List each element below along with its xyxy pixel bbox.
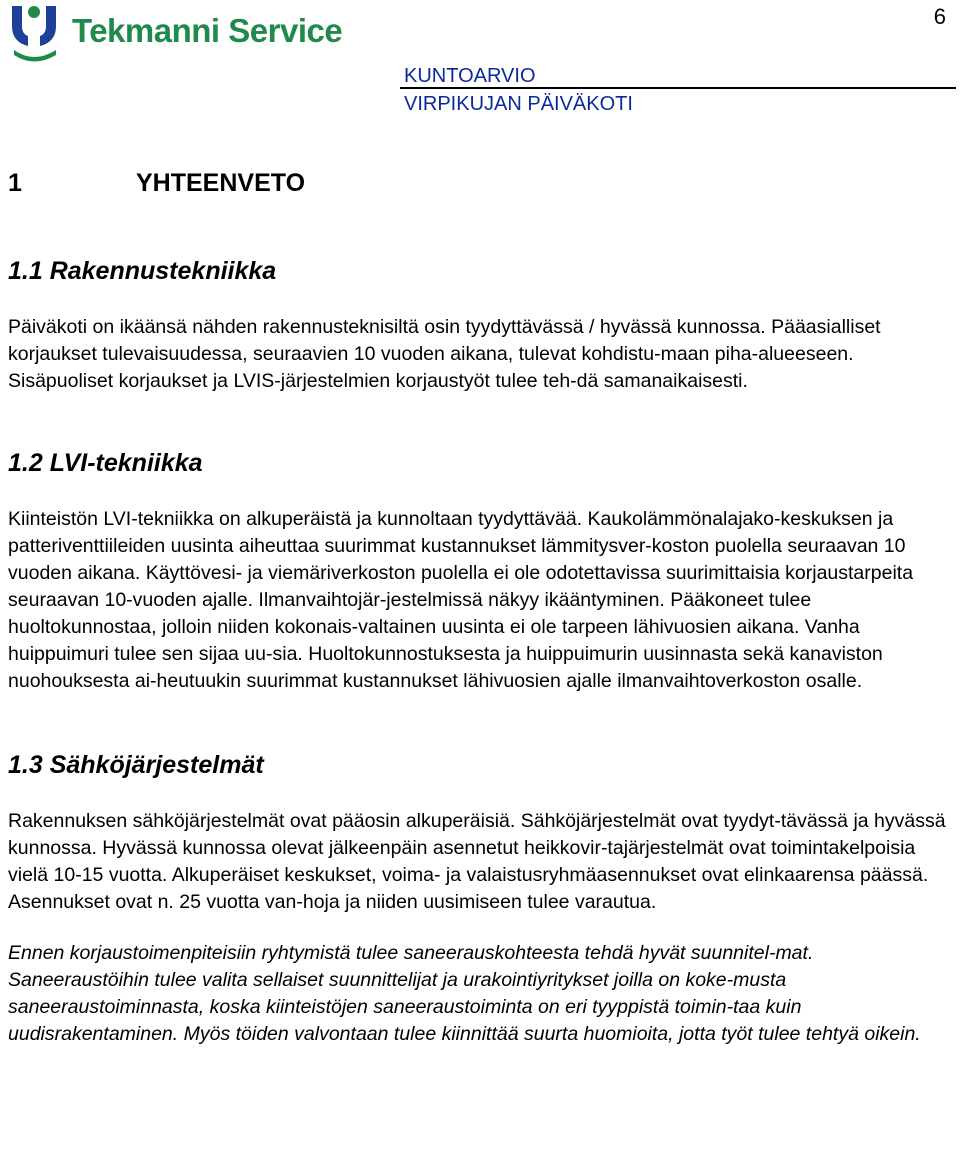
paragraph-sahkojarjestelmat: Rakennuksen sähköjärjestelmät ovat pääosin alkuperäisiä. Sähköjärjestelmät ovat tyydyt-tävässä ja hyvässä kunnossa. Hyvässä kunnossa olevat jälkeenpäin asennetut heikkovir-tajärjestelmät ovat toimintakelpoisia vielä 10-15 vuotta. Alkuperäiset keskukset, voima- ja valaistusryhmäasennukset ovat elinkaarensa päässä. Asennukset ovat n. 25 vuotta van-hoja ja niiden uusimiseen tulee varautua.: [8, 810, 946, 913]
subsection-heading-sahkojarjestelmat: 1.3 Sähköjärjestelmät: [8, 751, 264, 779]
section-title: YHTEENVETO: [136, 169, 306, 197]
paragraph-lvi-tekniikka: Kiinteistön LVI-tekniikka on alkuperäistä ja kunnoltaan tyydyttävää. Kaukolämmönalajako-keskuksen ja patteriventtiileiden uusinta aiheuttaa suurimmat kustannukset lämmitysver-koston puolella seuraavan 10 vuoden aikana. Käyttövesi- ja viemäriverkoston puolella ei ole odotettavissa suurimittaisia korjaustarpeita seuraavan 10-vuoden ajalle. Ilmanvaihtojär-jestelmissä näkyy ikääntyminen. Pääkoneet tulee huoltokunnostaa, jolloin niiden kokonais-valtainen uusinta ei ole tarpeen lähivuosien aikana. Vanha huippuimuri tulee sen sijaa uu-sia. Huoltokunnostuksesta ja huippuimurin uusinnasta sekä kanaviston nuohouksesta ai-heutuukin suurimmat kustannukset lähivuosien ajalle ilmanvaihtoverkoston osalle.: [8, 508, 914, 692]
logo-text: Tekmanni Service: [72, 12, 343, 49]
subsection-heading-rakennustekniikka: 1.1 Rakennustekniikka: [8, 257, 277, 285]
document-title-subtitle: VIRPIKUJAN PÄIVÄKOTI: [404, 93, 633, 115]
section-heading: [8, 160, 952, 206]
page-header: [0, 0, 960, 115]
header-divider: [400, 87, 956, 89]
document-body: [8, 160, 952, 1048]
subsection-heading-lvi-tekniikka: 1.2 LVI-tekniikka: [8, 449, 203, 477]
document-title: [404, 62, 633, 118]
document-title-main: KUNTOARVIO: [404, 65, 536, 87]
section-number: 1: [8, 169, 22, 197]
company-logo: [6, 2, 366, 62]
logo-mark-icon: [6, 2, 68, 62]
paragraph-rakennustekniikka: Päiväkoti on ikäänsä nähden rakennusteknisiltä osin tyydyttävässä / hyvässä kunnossa. Pääasialliset korjaukset tulevaisuudessa, seuraavien 10 vuoden aikana, tulevat kohdistu-maan piha-alueeseen. Sisäpuoliset korjaukset ja LVIS-järjestelmien korjaustyöt tulee teh-dä samanaikaisesti.: [8, 316, 881, 392]
page-number: 6: [933, 4, 946, 29]
closing-note: Ennen korjaustoimenpiteisiin ryhtymistä tulee saneerauskohteesta tehdä hyvät suunnitel-mat. Saneeraustöihin tulee valita sellaiset suunnittelijat ja urakointiyritykset joilla on koke-musta saneeraustoiminnasta, koska kiinteistöjen saneeraustoiminta on eri tyyppistä toimin-taa kuin uudisrakentaminen. Myös töiden valvontaan tulee kiinnittää suurta huomioita, jotta työt tulee tehtyä oikein.: [8, 942, 921, 1045]
